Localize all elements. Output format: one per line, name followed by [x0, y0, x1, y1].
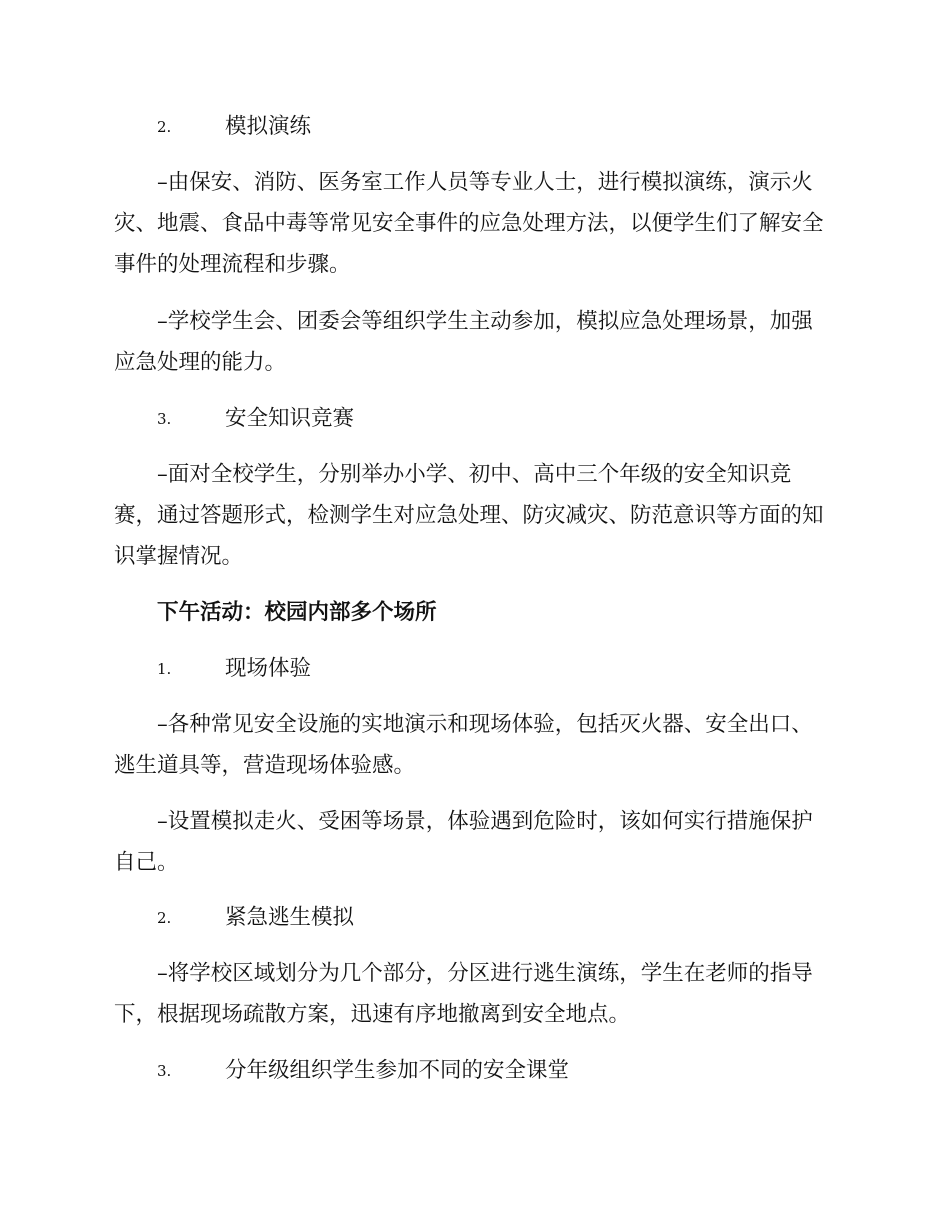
list-number: 3.: [157, 1062, 172, 1080]
list-item-title: 分年级组织学生参加不同的安全课堂: [225, 1058, 570, 1083]
paragraph-text: –面对全校学生，分别举办小学、初中、高中三个年级的安全知识竞: [157, 462, 792, 487]
paragraph-text: 逃生道具等，营造现场体验感。: [114, 753, 416, 778]
list-item-title: 安全知识竞赛: [225, 406, 355, 431]
list-item-title: 紧急逃生模拟: [225, 905, 355, 930]
paragraph-text: 赛，通过答题形式，检测学生对应急处理、防灾减灾、防范意识等方面的知: [114, 503, 824, 528]
list-number: 1.: [157, 660, 172, 678]
paragraph-text: 自己。: [114, 850, 179, 875]
paragraph-text: –各种常见安全设施的实地演示和现场体验，包括灭火器、安全出口、: [157, 712, 813, 737]
paragraph-text: –学校学生会、团委会等组织学生主动参加，模拟应急处理场景，加强: [157, 309, 813, 334]
paragraph-text: –将学校区域划分为几个部分，分区进行逃生演练，学生在老师的指导: [157, 961, 813, 986]
paragraph-text: 下，根据现场疏散方案，迅速有序地撤离到安全地点。: [114, 1002, 631, 1027]
list-item-title: 模拟演练: [225, 114, 312, 139]
paragraph-text: 灾、地震、食品中毒等常见安全事件的应急处理方法，以便学生们了解安全: [114, 211, 824, 236]
afternoon-heading: 下午活动：校园内部多个场所: [157, 600, 437, 625]
list-number: 3.: [157, 410, 172, 428]
paragraph-text: –设置模拟走火、受困等场景，体验遇到危险时，该如何实行措施保护: [157, 809, 813, 834]
paragraph-text: –由保安、消防、医务室工作人员等专业人士，进行模拟演练，演示火: [157, 170, 813, 195]
paragraph-text: 应急处理的能力。: [114, 350, 287, 375]
paragraph-text: 事件的处理流程和步骤。: [114, 252, 351, 277]
list-number: 2.: [157, 118, 172, 136]
list-item-title: 现场体验: [225, 656, 312, 681]
list-number: 2.: [157, 909, 172, 927]
paragraph-text: 识掌握情况。: [114, 544, 244, 569]
